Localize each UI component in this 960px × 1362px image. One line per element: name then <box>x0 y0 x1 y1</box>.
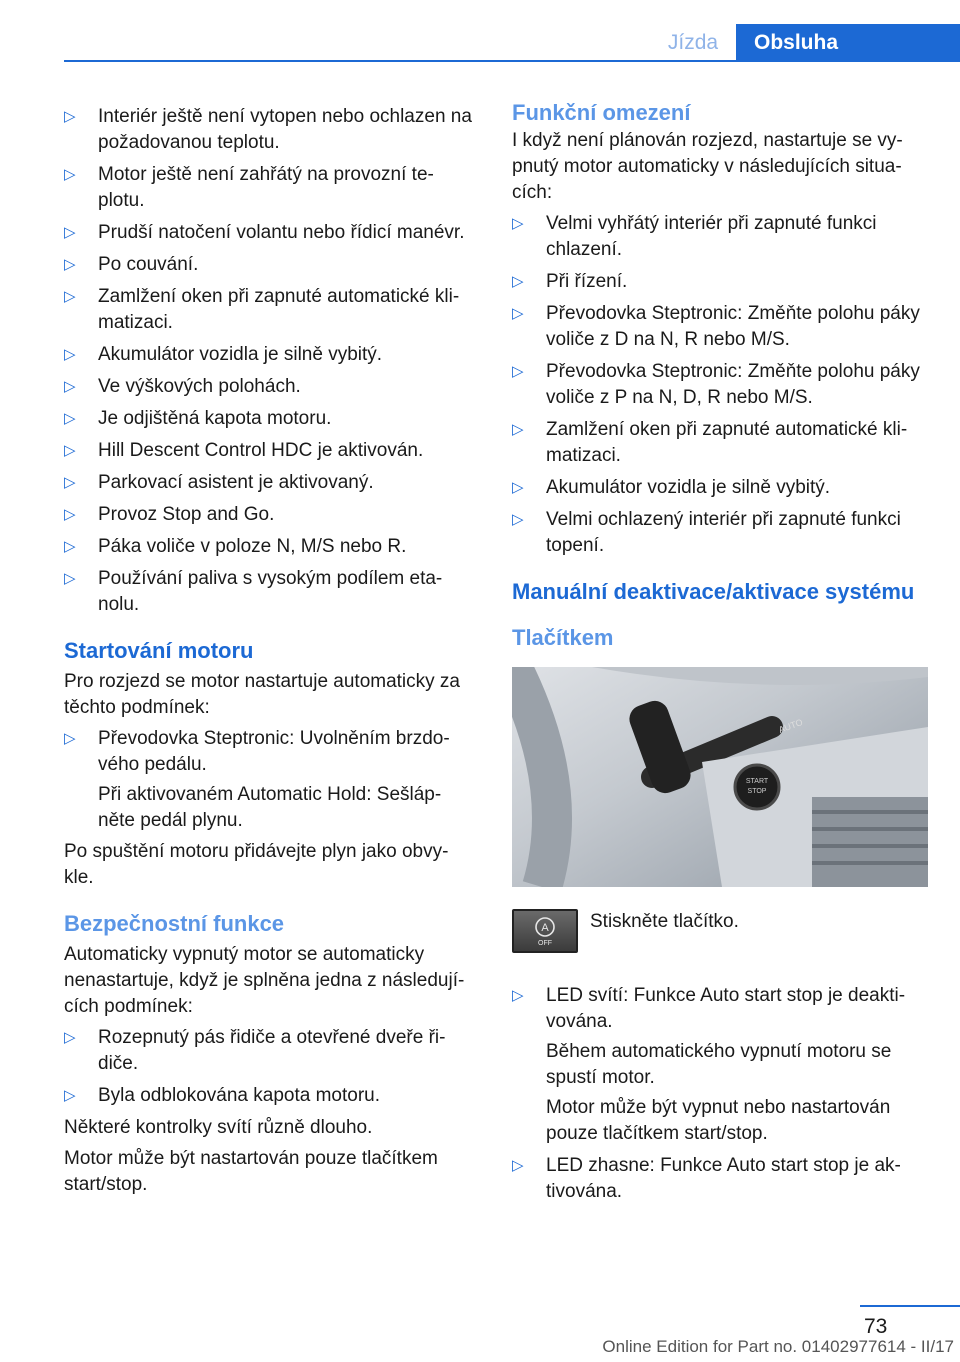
left-column <box>64 100 480 1198</box>
led-list-2 <box>512 1153 928 1205</box>
bullet-arrow-icon: ▷ <box>64 108 76 125</box>
list-item: ▷ Byla odblokována kapota motoru. <box>64 1083 480 1109</box>
limits-intro: I když není plánován rozjezd, nastartuje se vy‐ pnutý motor automaticky v následujících situa‐ cích: <box>512 130 903 203</box>
bullet-arrow-icon: ▷ <box>64 1087 76 1104</box>
bullet-arrow-icon: ▷ <box>512 479 524 496</box>
list-item: ▷ Provoz Stop and Go. <box>64 502 480 528</box>
dashboard-illustration <box>512 667 928 887</box>
footer-edition <box>0 1337 960 1357</box>
list-item: ▷ Ve výškových polohách. <box>64 374 480 400</box>
safety-list <box>64 1025 480 1109</box>
bullet-arrow-icon: ▷ <box>64 224 76 241</box>
list-item: ▷ Velmi ochlazený interiér při zapnuté funkci topení. <box>512 509 901 556</box>
list-item: ▷ Zamlžení oken při zapnuté automatické kli‐ matizaci. <box>64 286 460 333</box>
start-button-label-1: START <box>745 778 769 785</box>
start-intro: Pro rozjezd se motor nastartuje automaticky za těchto podmínek: <box>64 671 461 718</box>
list-item: ▷ LED zhasne: Funkce Auto start stop je ak‐ tivována. <box>512 1155 901 1202</box>
bullet-arrow-icon: ▷ <box>512 273 524 290</box>
svg-text:A: A <box>541 922 549 934</box>
bullet-arrow-icon: ▷ <box>64 346 76 363</box>
safety-intro: Automaticky vypnutý motor se automaticky nenastartuje, když je splněna jedna z následují‐ cích podmínek: <box>64 944 465 1017</box>
air-vent <box>812 797 928 887</box>
list-item: ▷ Převodovka Steptronic: Uvolněním brzdo‐ vého pedálu. <box>64 728 450 775</box>
list-item: ▷ Převodovka Steptronic: Změňte polohu páky voliče z D na N, R nebo M/S. <box>512 303 920 350</box>
safety-note-2: Motor může být nastartován pouze tlačítkem start/stop. <box>64 1148 438 1195</box>
bullet-arrow-icon: ▷ <box>512 421 524 438</box>
start-button-label-2: STOP <box>747 788 767 795</box>
list-item: ▷ Rozepnutý pás řidiče a otevřené dveře ři‐ diče. <box>64 1027 446 1074</box>
list-item: ▷ LED svítí: Funkce Auto start stop je deakti‐ vována. <box>512 985 906 1032</box>
list-item: ▷ Akumulátor vozidla je silně vybitý. <box>64 342 480 368</box>
footer-edition-text: Online Edition for Part no. 01402977614 - II/17 <box>602 1337 954 1356</box>
list-item: ▷ Páka voliče v poloze N, M/S nebo R. <box>64 534 480 560</box>
dashboard-photo <box>512 667 928 887</box>
bullet-arrow-icon: ▷ <box>512 363 524 380</box>
bullet-arrow-icon: ▷ <box>512 215 524 232</box>
section-heading-start: Startování motoru <box>64 638 254 663</box>
right-column <box>512 100 928 1211</box>
start-after: Po spuštění motoru přidávejte plyn jako obvy‐ kle. <box>64 841 449 888</box>
bullet-arrow-icon: ▷ <box>64 1029 76 1046</box>
page-number: 73 <box>864 1315 888 1338</box>
bullet-arrow-icon: ▷ <box>512 1157 524 1174</box>
bullet-arrow-icon: ▷ <box>512 511 524 528</box>
bullet-arrow-icon: ▷ <box>64 474 76 491</box>
bullet-arrow-icon: ▷ <box>512 987 524 1004</box>
button-instruction <box>512 909 928 953</box>
press-button-text: Stiskněte tlačítko. <box>590 911 739 932</box>
list-item: ▷ Používání paliva s vysokým podílem eta‐ nolu. <box>64 568 443 615</box>
footer-rule <box>860 1305 960 1307</box>
lever-label: AUTO <box>777 716 805 735</box>
section-heading-button: Tlačítkem <box>512 625 614 650</box>
start-list <box>64 726 480 778</box>
section-heading-manual: Manuální deaktivace/aktivace systému <box>512 579 915 604</box>
bullet-arrow-icon: ▷ <box>64 442 76 459</box>
led-on-continuation-1: Během automatického vypnutí motoru se spustí motor. <box>546 1041 892 1088</box>
bullet-arrow-icon: ▷ <box>64 166 76 183</box>
tab-obsluha[interactable]: Obsluha <box>736 24 960 60</box>
led-on-continuation-2: Motor může být vypnut nebo nastartován pouze tlačítkem start/stop. <box>546 1097 891 1144</box>
limits-list <box>512 211 928 559</box>
section-heading-limits: Funkční omezení <box>512 100 691 125</box>
list-item: ▷ Je odjištěná kapota motoru. <box>64 406 480 432</box>
bullet-arrow-icon: ▷ <box>64 256 76 273</box>
start-item-continuation: Při aktivovaném Automatic Hold: Sešláp‐ něte pedál plynu. <box>98 784 442 831</box>
bullet-arrow-icon: ▷ <box>64 288 76 305</box>
auto-start-stop-button-icon <box>512 909 578 953</box>
list-item: ▷ Hill Descent Control HDC je aktivován. <box>64 438 480 464</box>
bullet-arrow-icon: ▷ <box>512 305 524 322</box>
list-item: ▷ Prudší natočení volantu nebo řídicí manévr. <box>64 220 480 246</box>
list-item: ▷ Interiér ještě není vytopen nebo ochlazen na požadovanou teplotu. <box>64 106 472 153</box>
list-item: ▷ Akumulátor vozidla je silně vybitý. <box>512 475 928 501</box>
list-item: ▷ Zamlžení oken při zapnuté automatické kli‐ matizaci. <box>512 419 908 466</box>
list-item: ▷ Parkovací asistent je aktivovaný. <box>64 470 480 496</box>
conditions-list <box>64 104 480 618</box>
bullet-arrow-icon: ▷ <box>64 506 76 523</box>
list-item: ▷ Převodovka Steptronic: Změňte polohu páky voliče z P na N, D, R nebo M/S. <box>512 361 920 408</box>
list-item: ▷ Po couvání. <box>64 252 480 278</box>
tab-jizda[interactable]: Jízda <box>667 31 719 54</box>
header-rule <box>64 60 960 62</box>
auto-off-icon <box>525 914 565 948</box>
section-heading-safety: Bezpečnostní funkce <box>64 911 285 936</box>
list-item: ▷ Při řízení. <box>512 269 928 295</box>
led-list <box>512 983 928 1035</box>
svg-text:OFF: OFF <box>538 940 552 947</box>
bullet-arrow-icon: ▷ <box>64 730 76 747</box>
bullet-arrow-icon: ▷ <box>64 410 76 427</box>
list-item: ▷ Motor ještě není zahřátý na provozní te‐ plotu. <box>64 164 434 211</box>
bullet-arrow-icon: ▷ <box>64 570 76 587</box>
bullet-arrow-icon: ▷ <box>64 538 76 555</box>
bullet-arrow-icon: ▷ <box>64 378 76 395</box>
list-item: ▷ Velmi vyhřátý interiér při zapnuté funkci chlazení. <box>512 213 877 260</box>
safety-note-1: Některé kontrolky svítí různě dlouho. <box>64 1117 373 1138</box>
